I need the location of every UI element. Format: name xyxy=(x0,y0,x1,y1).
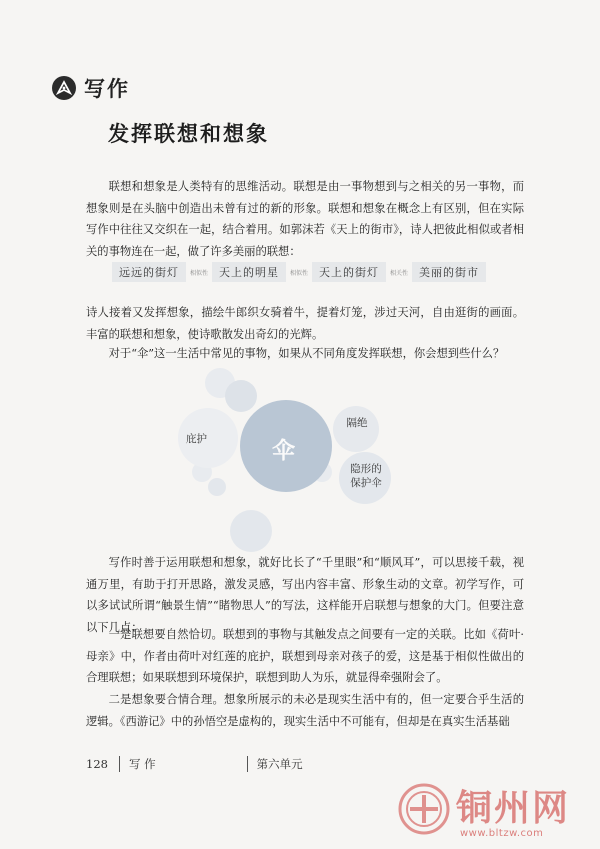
chain-link-label: 相关性 xyxy=(390,269,409,277)
section-header xyxy=(52,73,130,103)
association-chain xyxy=(112,262,486,282)
bubble-decor xyxy=(230,510,272,552)
association-right-top: 隔绝 xyxy=(346,417,368,429)
bubble-decor xyxy=(225,380,257,412)
paragraph-intro: 联想和想象是人类特有的思维活动。联想是由一事物想到与之相关的另一事物，而想象则是在头脑中创造出未曾有过的新的形象。联想和想象在概念上有区别，但在实际写作中往往又交织在一起，结合着用。如郭沫若《天上的街市》，诗人把彼此相似或者相关的事物连在一起，做了许多美丽的联想： xyxy=(86,180,524,258)
pen-nib-icon xyxy=(52,76,76,100)
paragraph-imagination: 诗人接着又发挥想象，描绘牛郎织女骑着牛，提着灯笼，涉过天河，自由逛街的画面。丰富的联想和想象，使诗歌散发出奇幻的光辉。 xyxy=(86,306,524,341)
paragraph-question: 对于“伞”这一生活中常见的事物，如果从不同角度发挥联想，你会想到些什么？ xyxy=(108,347,505,360)
chain-link-label: 相似性 xyxy=(190,269,209,277)
association-right-bottom: 隐形的保护伞 xyxy=(350,463,382,489)
footer-divider xyxy=(119,756,120,772)
footer-section: 写 作 xyxy=(129,757,156,771)
chain-item: 美丽的街市 xyxy=(412,262,486,282)
page-number: 128 xyxy=(86,757,108,771)
page-footer xyxy=(86,756,303,772)
page-title: 发挥联想和想象 xyxy=(108,121,269,146)
chain-item: 天上的街灯 xyxy=(312,262,386,282)
footer-unit: 第六单元 xyxy=(256,757,303,771)
watermark xyxy=(398,778,598,844)
watermark-url: www.bltzw.com xyxy=(460,828,544,839)
watermark-seal-icon xyxy=(398,783,450,835)
watermark-name: 铜州网 xyxy=(456,788,571,829)
chain-link-label: 相似性 xyxy=(290,269,309,277)
center-keyword: 伞 xyxy=(272,437,295,464)
association-left: 庇护 xyxy=(186,433,207,445)
chain-item: 天上的明星 xyxy=(212,262,286,282)
paragraph-advice: 写作时善于运用联想和想象，就好比长了“千里眼”和“顺风耳”，可以思接千载，视通万里，有助于打开思路，激发灵感，写出内容丰富、形象生动的文章。初学写作，可以多试试所谓“触景生情”“睹物思人”的写法，这样能开启联想与想象的大门。但要注意以下几点： xyxy=(86,556,524,634)
chain-item: 远远的街灯 xyxy=(112,262,186,282)
section-title: 写作 xyxy=(84,76,130,101)
bubble-decor xyxy=(208,478,226,496)
footer-divider xyxy=(247,756,248,772)
umbrella-association-diagram xyxy=(0,360,600,560)
paragraph-point-2: 二是想象要合情合理。想象所展示的未必是现实生活中有的，但一定要合乎生活的逻辑。《西游记》中的孙悟空是虚构的，现实生活中不可能有，但却是在真实生活基础 xyxy=(86,693,524,728)
paragraph-point-1: 一是联想要自然恰切。联想到的事物与其触发点之间要有一定的关联。比如《荷叶·母亲》中，作者由荷叶对红莲的庇护，联想到母亲对孩子的爱，这是基于相似性做出的合理联想；如果联想到环境保护，联想到助人为乐，就显得牵强附会了。 xyxy=(86,628,524,684)
